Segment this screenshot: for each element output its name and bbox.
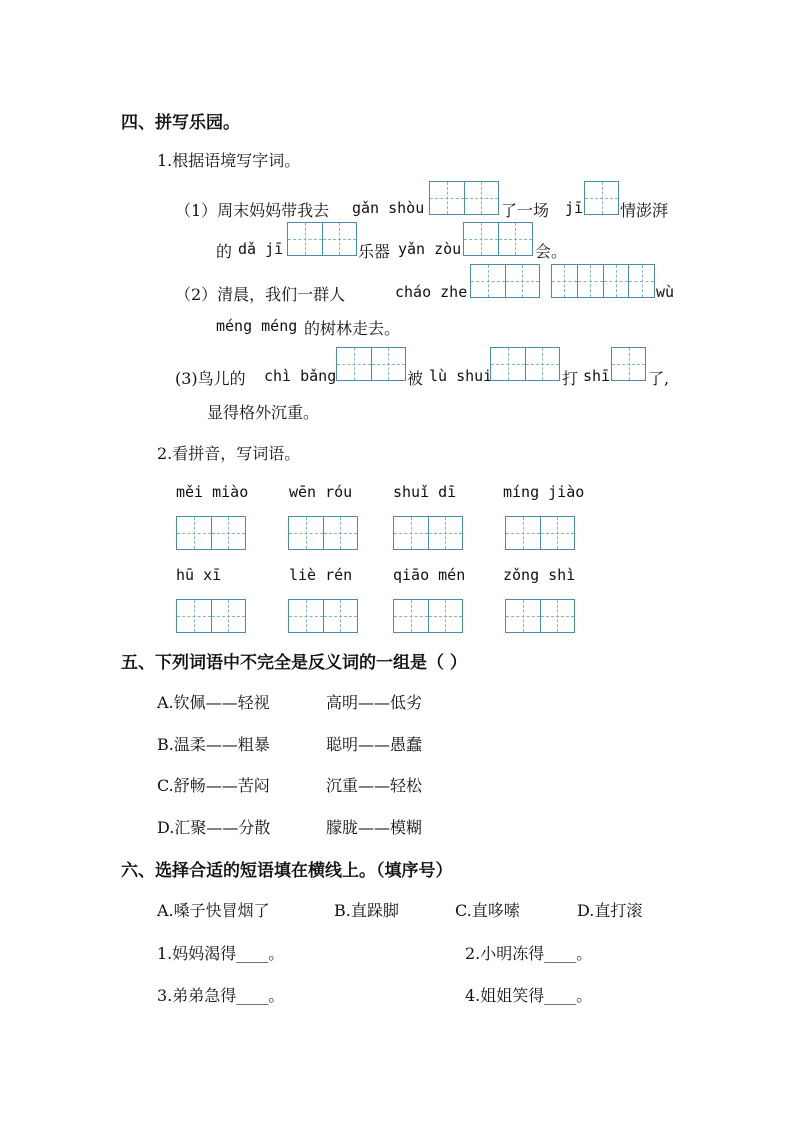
s1-text-b: 了一场 [501,201,550,220]
s1-text-e: 乐器 [358,242,391,261]
choice-b: B.直跺脚 [334,901,399,920]
word-writing-grid[interactable] [176,516,246,550]
s1-writing-grid-3[interactable] [287,222,357,256]
s3-writing-grid-1[interactable] [336,347,406,381]
section-4-title: 四、拼写乐园。 [121,113,240,133]
s3-text-c: 打 [562,369,579,388]
s1-pinyin-1: gǎn shòu [352,199,425,217]
pinyin-item: liè rén [289,566,353,584]
word-writing-grid[interactable] [176,599,246,633]
option-c-left[interactable]: C.舒畅——苦闷 [157,776,270,795]
option-a-left[interactable]: A.钦佩——轻视 [157,693,270,712]
s3-text-a: (3)鸟儿的 [175,369,246,388]
s3-writing-grid-3[interactable] [611,347,646,381]
s1-writing-grid-4[interactable] [463,222,533,256]
s2-pinyin-2b: méng méng [216,317,298,335]
pinyin-item: měi miào [176,483,249,501]
word-writing-grid[interactable] [393,516,463,550]
s3-text-d: 了, [648,369,670,388]
s1-text-c: 情澎湃 [620,201,669,220]
s1-text-d: 的 [216,242,233,261]
word-writing-grid[interactable] [393,599,463,633]
pinyin-item: zǒng shì [503,566,576,584]
word-writing-grid[interactable] [505,599,575,633]
pinyin-item: shuǐ dī [393,483,457,501]
pinyin-item: qiāo mén [393,566,466,584]
fill-question-2[interactable]: 2.小明冻得____。 [465,944,593,963]
fill-question-4[interactable]: 4.姐姐笑得____。 [465,986,593,1005]
s1-writing-grid-1[interactable] [429,181,499,215]
pinyin-item: hū xī [176,566,222,584]
s1-pinyin-3: dǎ jī [238,240,284,258]
question-1-title: 1.根据语境写字词。 [157,151,301,170]
section-5-title: 五、下列词语中不完全是反义词的一组是（ ） [121,653,467,673]
fill-question-3[interactable]: 3.弟弟急得____。 [157,986,285,1005]
s1-text-a: （1）周末妈妈带我去 [175,201,330,220]
s3-pinyin-2: lù shui [429,367,493,385]
s2-writing-grid-2[interactable] [551,264,655,298]
s1-pinyin-2: jī [565,199,584,217]
choice-c: C.直哆嗦 [455,901,520,920]
s2-pinyin-1: cháo zhe [395,283,468,301]
option-b-right: 聪明——愚蠢 [326,735,423,754]
word-writing-grid[interactable] [505,516,575,550]
option-c-right: 沉重——轻松 [326,776,423,795]
option-a-right: 高明——低劣 [326,693,423,712]
pinyin-item: míng jiào [503,483,585,501]
s3-text-b: 被 [407,369,424,388]
s2-writing-grid-1[interactable] [470,264,540,298]
s2-text-a: （2）清晨，我们一群人 [175,285,346,304]
choice-d: D.直打滚 [577,901,643,920]
s1-pinyin-4: yǎn zòu [398,240,462,258]
choice-a: A.嗓子快冒烟了 [157,901,270,920]
s3-pinyin-1: chì bǎng [264,367,337,385]
s3-writing-grid-2[interactable] [490,347,560,381]
s3-text-e: 显得格外沉重。 [207,403,320,422]
s2-text-b: 的树林走去。 [304,319,401,338]
word-writing-grid[interactable] [288,599,358,633]
s3-pinyin-3: shī [583,367,611,385]
s2-pinyin-2a: wù [656,283,675,301]
option-d-right: 朦胧——模糊 [326,818,423,837]
question-2-title: 2.看拼音，写词语。 [157,444,301,463]
fill-question-1[interactable]: 1.妈妈渴得____。 [157,944,285,963]
section-6-title: 六、选择合适的短语填在横线上。（填序号） [121,861,453,881]
word-writing-grid[interactable] [288,516,358,550]
s1-text-f: 会。 [535,242,568,261]
pinyin-item: wēn róu [289,483,353,501]
option-b-left[interactable]: B.温柔——粗暴 [157,735,270,754]
option-d-left[interactable]: D.汇聚——分散 [157,818,271,837]
s1-writing-grid-2[interactable] [584,181,619,215]
